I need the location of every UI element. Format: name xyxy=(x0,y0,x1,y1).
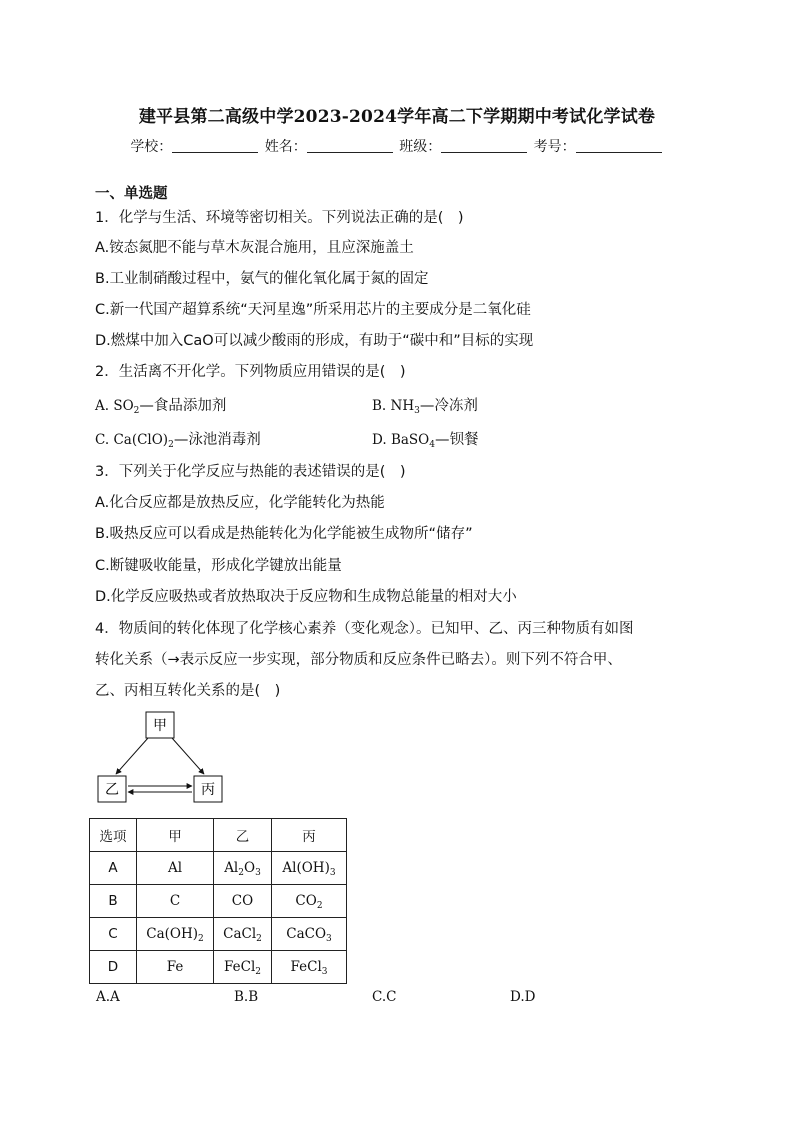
q1-option-d: D.燃煤中加入CaO可以减少酸雨的形成，有助于“碳中和”目标的实现 xyxy=(95,333,534,349)
table-cell: Al xyxy=(137,852,214,885)
table-cell: C xyxy=(90,918,137,951)
table-cell: $Al_2O_3$ xyxy=(214,852,272,885)
school-blank xyxy=(172,138,258,153)
q1-option-b: B.工业制硝酸过程中，氨气的催化氧化属于氮的固定 xyxy=(95,271,429,287)
table-row xyxy=(90,918,347,951)
q3-option-c: C.断键吸收能量，形成化学键放出能量 xyxy=(95,558,342,574)
table-row xyxy=(90,885,347,918)
school-label: 学校： xyxy=(130,139,173,155)
q1-option-c: C.新一代国产超算系统“天河星逸”所采用芯片的主要成分是二氧化硅 xyxy=(95,302,531,318)
table-cell: D xyxy=(90,951,137,984)
page-title: 建平县第二高级中学2023-2024学年高二下学期期中考试化学试卷 xyxy=(138,107,656,127)
table-header-cell: 选项 xyxy=(90,819,137,852)
q2-option-a: A. $SO_2—$食品添加剂 xyxy=(95,398,227,416)
table-cell: FeCl$_2$ xyxy=(214,951,272,984)
exam-number-label: 考号： xyxy=(533,139,576,155)
name-blank xyxy=(307,138,393,153)
q3-stem: 3．下列关于化学反应与热能的表述错误的是( ) xyxy=(95,464,406,480)
q4-stem-line-1: 4．物质间的转化体现了化学核心素养（变化观念）。已知甲、乙、丙三种物质有如图 xyxy=(95,621,634,637)
q1-option-a: A.铵态氮肥不能与草木灰混合施用，且应深施盖土 xyxy=(95,240,414,256)
q3-option-b: B.吸热反应可以看成是热能转化为化学能被生成物所“储存” xyxy=(95,526,473,542)
q2-stem: 2．生活离不开化学。下列物质应用错误的是( ) xyxy=(95,364,406,380)
q2-option-c: C. $Ca(ClO)_2—$泳池消毒剂 xyxy=(95,432,261,450)
node-bing: 丙 xyxy=(201,782,215,798)
q4-answer-b: B.B xyxy=(234,989,259,1005)
q4-stem-line-3: 乙、丙相互转化关系的是( ) xyxy=(95,683,281,699)
q4-answer-c: C.C xyxy=(372,989,397,1005)
name-label: 姓名： xyxy=(264,139,307,155)
node-jia: 甲 xyxy=(153,718,167,734)
arrow-jia-to-bing xyxy=(172,738,204,774)
q1-stem: 1．化学与生活、环境等密切相关。下列说法正确的是( ) xyxy=(95,210,464,226)
node-yi: 乙 xyxy=(105,782,119,798)
q4-answer-d: D.D xyxy=(510,989,536,1005)
q3-option-d: D.化学反应吸热或者放热取决于反应物和生成物总能量的相对大小 xyxy=(95,589,517,605)
student-info-line xyxy=(0,136,794,156)
table-cell: $CO_2$ xyxy=(272,885,347,918)
q3-option-a: A.化合反应都是放热反应，化学能转化为热能 xyxy=(95,495,385,511)
section-title: 一、单选题 xyxy=(95,186,168,202)
table-header-row xyxy=(90,819,347,852)
table-cell: Fe xyxy=(137,951,214,984)
options-table xyxy=(89,818,347,984)
arrow-jia-to-yi xyxy=(116,738,148,774)
table-cell: CO xyxy=(214,885,272,918)
conversion-diagram xyxy=(96,710,226,806)
table-header-cell: 丙 xyxy=(272,819,347,852)
table-cell: C xyxy=(137,885,214,918)
table-row xyxy=(90,852,347,885)
table-cell: $Al(OH)_3$ xyxy=(272,852,347,885)
table-cell: CaCl$_2$ xyxy=(214,918,272,951)
table-cell: A xyxy=(90,852,137,885)
table-row xyxy=(90,951,347,984)
table-cell: $Ca(OH)_2$ xyxy=(137,918,214,951)
table-cell: B xyxy=(90,885,137,918)
q2-option-b: B. $NH_3—$冷冻剂 xyxy=(372,398,478,416)
table-cell: FeCl$_3$ xyxy=(272,951,347,984)
class-blank xyxy=(441,138,527,153)
q4-answer-a: A.A xyxy=(96,989,120,1005)
table-header-cell: 甲 xyxy=(137,819,214,852)
q4-stem-line-2: 转化关系（→表示反应一步实现，部分物质和反应条件已略去）。则下列不符合甲、 xyxy=(95,652,622,668)
table-cell: CaCO$_3$ xyxy=(272,918,347,951)
q2-option-d: D. BaSO$_4$—钡餐 xyxy=(372,432,479,450)
class-label: 班级： xyxy=(399,139,442,155)
table-header-cell: 乙 xyxy=(214,819,272,852)
exam-number-blank xyxy=(576,138,662,153)
